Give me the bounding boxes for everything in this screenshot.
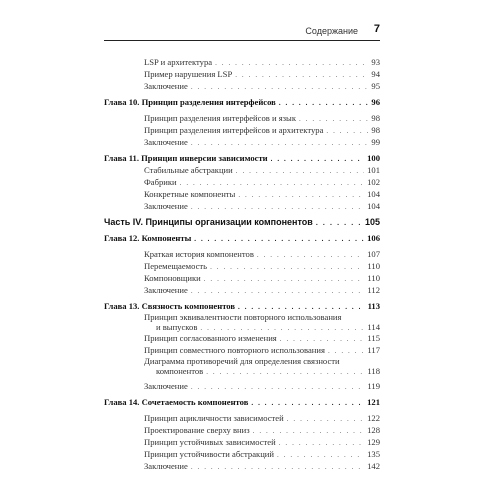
leader-dots: [299, 114, 368, 124]
toc-entry: [144, 177, 380, 188]
toc-entry: [144, 165, 380, 176]
toc-entry: [144, 413, 380, 424]
leader-dots: [200, 323, 364, 333]
toc-entry-title: Краткая история компонентов: [144, 249, 254, 259]
leader-dots: [204, 274, 365, 284]
toc-entry: [144, 425, 380, 436]
toc-entry-page: 113: [367, 301, 380, 311]
toc-entry: [144, 113, 380, 124]
toc-entry-title: Заключение: [144, 461, 188, 471]
toc-entry-page: 98: [371, 125, 380, 135]
leader-dots: [257, 250, 364, 260]
toc-entry-title: Фабрики: [144, 177, 177, 187]
leader-dots: [279, 438, 364, 448]
leader-dots: [194, 234, 364, 244]
toc-entry-title: Принцип ацикличности зависимостей: [144, 413, 284, 423]
toc-entry-page: 115: [367, 333, 380, 343]
running-header: [104, 24, 380, 41]
toc-entry: [144, 69, 380, 80]
leader-dots: [215, 58, 368, 68]
toc-entry-page: 100: [367, 153, 380, 163]
toc-entry-page: 96: [371, 97, 380, 107]
toc-entry-title: Принцип разделения интерфейсов и архитектура: [144, 125, 324, 135]
toc-entry-page: 110: [367, 261, 380, 271]
toc-entry: [144, 449, 380, 460]
toc-entry: [144, 57, 380, 68]
toc-entry-title-continued: и выпусков: [156, 322, 198, 332]
leader-dots: [235, 70, 368, 80]
leader-dots: [180, 178, 364, 188]
toc-entry-page: 114: [367, 322, 380, 332]
toc-entry-page: 117: [367, 345, 380, 355]
toc-entry-page: 128: [367, 425, 380, 435]
toc-entry-page: 129: [367, 437, 380, 447]
toc-entry: [144, 461, 380, 472]
toc-chapter-entry: [104, 233, 380, 244]
toc-entry-page: 93: [371, 57, 380, 67]
leader-dots: [253, 426, 364, 436]
toc-entry-title: Компоновщики: [144, 273, 201, 283]
leader-dots: [238, 190, 364, 200]
leader-dots: [206, 367, 364, 377]
toc-entry-title: LSP и архитектура: [144, 57, 213, 67]
toc-entry-title: Часть IV. Принципы организации компонентов: [104, 217, 313, 227]
leader-dots: [191, 462, 364, 472]
toc-entry: [144, 381, 380, 392]
toc-chapter-entry: [104, 153, 380, 164]
toc-entry-page: 122: [367, 413, 380, 423]
toc-entry-title: Принцип эквивалентности повторного использования: [144, 312, 342, 322]
toc-entry-page: 105: [364, 217, 380, 227]
toc-entry-title: Глава 11. Принцип инверсии зависимости: [104, 153, 268, 163]
toc-entry: [144, 261, 380, 272]
toc-entry-title: Принцип устойчивых зависимостей: [144, 437, 276, 447]
toc-entry-page: 121: [367, 397, 380, 407]
toc-entry-title: Пример нарушения LSP: [144, 69, 233, 79]
leader-dots: [236, 166, 364, 176]
leader-dots: [316, 219, 362, 229]
toc-entry-title: Принцип устойчивости абстракций: [144, 449, 274, 459]
toc-entry: [144, 273, 380, 284]
toc-entry-page: 107: [367, 249, 380, 259]
leader-dots: [279, 98, 369, 108]
leader-dots: [191, 82, 369, 92]
leader-dots: [191, 202, 364, 212]
leader-dots: [251, 398, 364, 408]
leader-dots: [191, 286, 365, 296]
toc-entry-page: 118: [367, 366, 380, 376]
header-page-number: 7: [373, 23, 380, 35]
toc-entry-page: 99: [371, 137, 380, 147]
toc-entry: [144, 125, 380, 136]
leader-dots: [271, 154, 364, 164]
toc-entry-page: 101: [367, 165, 380, 175]
leader-dots: [326, 126, 368, 136]
toc-chapter-entry: [104, 301, 380, 312]
toc-entry: [144, 137, 380, 148]
toc-entry: [144, 81, 380, 92]
toc-entry: [144, 312, 380, 333]
toc-entry-title: Диаграмма противоречий для определения связности: [144, 356, 340, 366]
toc-entry-page: 112: [367, 285, 380, 295]
toc-entry-title: Заключение: [144, 81, 188, 91]
toc-entry-title: Глава 13. Связность компонентов: [104, 301, 236, 311]
leader-dots: [280, 334, 365, 344]
toc-entry: [144, 285, 380, 296]
toc-entry-title: Принцип разделения интерфейсов и язык: [144, 113, 296, 123]
toc-chapter-entry: [104, 397, 380, 408]
toc-entry-title: Глава 12. Компоненты: [104, 233, 192, 243]
toc-entry-page: 142: [367, 461, 380, 471]
toc-entry: [144, 356, 380, 377]
leader-dots: [210, 262, 364, 272]
toc-entry-page: 135: [367, 449, 380, 459]
toc-entry-page: 106: [367, 233, 380, 243]
toc-entry-page: 98: [371, 113, 380, 123]
toc-entry-page: 110: [367, 273, 380, 283]
toc-entry: [144, 201, 380, 212]
toc-entry: [144, 345, 380, 356]
toc-entry-title-continued: компонентов: [156, 366, 204, 376]
toc-entry-title: Принцип согласованного изменения: [144, 333, 277, 343]
toc-entry-title: Принцип совместного повторного использования: [144, 345, 325, 355]
toc-entry-page: 104: [367, 189, 380, 199]
header-section-title: Содержание: [305, 26, 358, 36]
toc-entry-title: Глава 14. Сочетаемость компонентов: [104, 397, 249, 407]
toc-entry-page: 95: [371, 81, 380, 91]
toc-entry-page: 102: [367, 177, 380, 187]
toc-part-entry: [104, 217, 380, 229]
toc-entry-page: 119: [367, 381, 380, 391]
toc-entry-page: 94: [371, 69, 380, 79]
toc-chapter-entry: [104, 97, 380, 108]
toc-entry-title: Стабильные абстракции: [144, 165, 233, 175]
toc-entry: [144, 437, 380, 448]
toc-entry: [144, 249, 380, 260]
leader-dots: [277, 450, 364, 460]
leader-dots: [238, 302, 365, 312]
leader-dots: [191, 138, 369, 148]
toc-entry-title: Перемещаемость: [144, 261, 208, 271]
toc-entry-title: Конкретные компоненты: [144, 189, 236, 199]
toc-entry-title: Глава 10. Принцип разделения интерфейсов: [104, 97, 276, 107]
toc-entry-title: Заключение: [144, 381, 188, 391]
toc-entry-title: Заключение: [144, 201, 188, 211]
toc-entry-title: Заключение: [144, 137, 188, 147]
toc-entry-title: Проектирование сверху вниз: [144, 425, 250, 435]
leader-dots: [191, 382, 365, 392]
leader-dots: [328, 346, 364, 356]
leader-dots: [287, 414, 364, 424]
toc-entry-page: 104: [367, 201, 380, 211]
toc-entry: [144, 333, 380, 344]
toc-entry: [144, 189, 380, 200]
toc-entry-title: Заключение: [144, 285, 188, 295]
